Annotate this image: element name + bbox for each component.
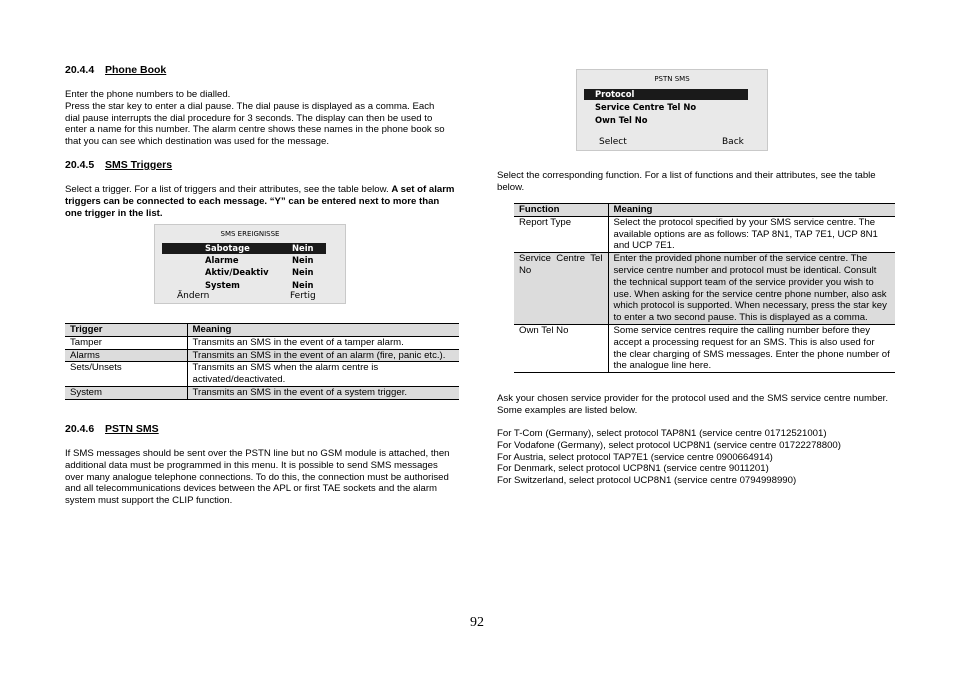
display-row-selected	[162, 243, 326, 254]
display-row-value: Nein	[292, 267, 314, 277]
table-row	[514, 253, 895, 325]
pstn-sms-paragraph: If SMS messages should be sent over the PSTN line but no GSM module is attached, then additional data must be programmed in this menu. It is possible to send SMS messages over many analogue telephone connections. To do this, the connection must be authorised and all telecommunications devices between the APL or first TAE sockets and the alarm system must support the CLIP function.	[65, 448, 450, 507]
table-cell: Transmits an SMS in the event of an alarm (fire, panic etc.).	[187, 349, 459, 362]
sms-events-display	[154, 224, 346, 304]
display-row	[205, 280, 240, 292]
display-row-selected: Protocol	[584, 89, 748, 100]
table-cell: Select the protocol specified by your SMS service centre. The available options are as follows: TAP 8N1, TAP 7E1, UCP 8N1 and UCP 7E1.	[608, 216, 895, 252]
examples-list	[497, 428, 897, 487]
row-name: Alarme	[205, 255, 239, 265]
sms-triggers-intro-bold: A set of alarm triggers can be connected to each message. “Y” can be entered next to more than one trigger in the list.	[65, 184, 455, 219]
sms-triggers-intro: Select a trigger. For a list of triggers and their attributes, see the table below.	[65, 184, 389, 195]
table-cell: Own Tel No	[519, 324, 569, 336]
display-row-value: Nein	[292, 255, 314, 265]
row-name: System	[205, 280, 240, 290]
table-cell: Sets/Unsets	[70, 362, 122, 374]
table-cell: Report Type	[519, 216, 572, 228]
trigger-table	[65, 323, 459, 400]
table-row	[514, 324, 895, 372]
list-item: For Vodafone (Germany), select protocol UCP8N1 (service centre 01722278800)	[497, 439, 841, 451]
display-row-value: Nein	[292, 280, 314, 290]
table-row	[65, 386, 459, 399]
table-cell: System	[70, 386, 102, 398]
display-row	[205, 255, 239, 267]
row-name: Sabotage	[205, 243, 250, 253]
display-caption: PSTN SMS	[654, 75, 690, 83]
softkey-right-label: Fertig	[290, 291, 316, 301]
column-header: Function	[519, 204, 560, 215]
display-row: Own Tel No	[595, 115, 648, 125]
section-number: 20.4.5	[65, 159, 95, 171]
function-intro: Select the corresponding function. For a list of functions and their attributes, see the table below.	[497, 170, 876, 193]
heading-phone-book	[65, 65, 166, 77]
table-row	[514, 216, 895, 252]
list-item: For Austria, select protocol TAP7E1 (service centre 0900664914)	[497, 451, 773, 463]
phone-book-paragraph: Enter the phone numbers to be dialled. Press the star key to enter a dial pause. The dial pause is displayed as a comma. Each dial pause interrupts the dial procedure for 3 seconds. The display can then be used to enter a name for this number. The alarm centre shows these names in the phone book so that you can see which destination was used for the message.	[65, 89, 445, 148]
sms-triggers-paragraph	[65, 184, 455, 219]
table-row	[65, 362, 459, 387]
heading-pstn-sms	[65, 424, 159, 436]
softkey-right-label: Back	[722, 137, 744, 147]
table-cell: Transmits an SMS in the event of a system trigger.	[187, 386, 459, 399]
section-title: Phone Book	[105, 64, 167, 76]
table-header-row	[65, 324, 459, 337]
display-caption: SMS EREIGNISSE	[220, 230, 280, 238]
table-cell: Transmits an SMS in the event of a tamper alarm.	[187, 336, 459, 349]
column-header: Meaning	[187, 324, 459, 337]
column-header: Meaning	[608, 204, 895, 217]
page-number: 92	[470, 615, 484, 630]
table-cell: Tamper	[70, 336, 102, 348]
display-row	[205, 267, 269, 279]
column-header: Trigger	[70, 324, 103, 335]
softkey-left-label: Ändern	[177, 291, 210, 301]
list-item: For T-Com (Germany), select protocol TAP8N1 (service centre 01712521001)	[497, 428, 827, 439]
provider-intro: Ask your chosen service provider for the protocol used and the SMS service centre number. Some examples are listed below.	[497, 393, 888, 416]
row-value: Nein	[292, 243, 314, 253]
table-row	[65, 336, 459, 349]
table-header-row	[514, 204, 895, 217]
heading-sms-triggers	[65, 160, 172, 172]
section-number: 20.4.6	[65, 423, 95, 435]
table-cell: Enter the provided phone number of the service centre. The service centre number and protocol must be identical. Consult the technical support team of the service provider you wish to use. When asking for the service centre phone number, also ask which protocol is supported. When necessary, press the star key to enter a two second pause. This is displayed as a comma.	[608, 253, 895, 325]
table-cell: Service Centre Tel No	[519, 253, 603, 276]
table-row	[65, 349, 459, 362]
softkey-left-label: Select	[599, 137, 627, 147]
function-table	[514, 203, 895, 373]
table-cell: Alarms	[70, 349, 100, 361]
row-name: Aktiv/Deaktiv	[205, 267, 269, 277]
section-title: SMS Triggers	[105, 159, 173, 171]
section-number: 20.4.4	[65, 64, 95, 76]
table-cell: Some service centres require the calling number before they accept a processing request for an SMS. This is also used for the clear charging of SMS messages. Enter the phone number of the analogue line here.	[608, 324, 895, 372]
list-item: For Switzerland, select protocol UCP8N1 (service centre 0794998990)	[497, 475, 797, 487]
table-cell: Transmits an SMS when the alarm centre is activated/deactivated.	[187, 362, 459, 387]
list-item: For Denmark, select protocol UCP8N1 (service centre 9011201)	[497, 463, 769, 475]
pstn-sms-display	[576, 69, 768, 151]
display-row: Service Centre Tel No	[595, 102, 697, 112]
section-title: PSTN SMS	[105, 423, 159, 435]
